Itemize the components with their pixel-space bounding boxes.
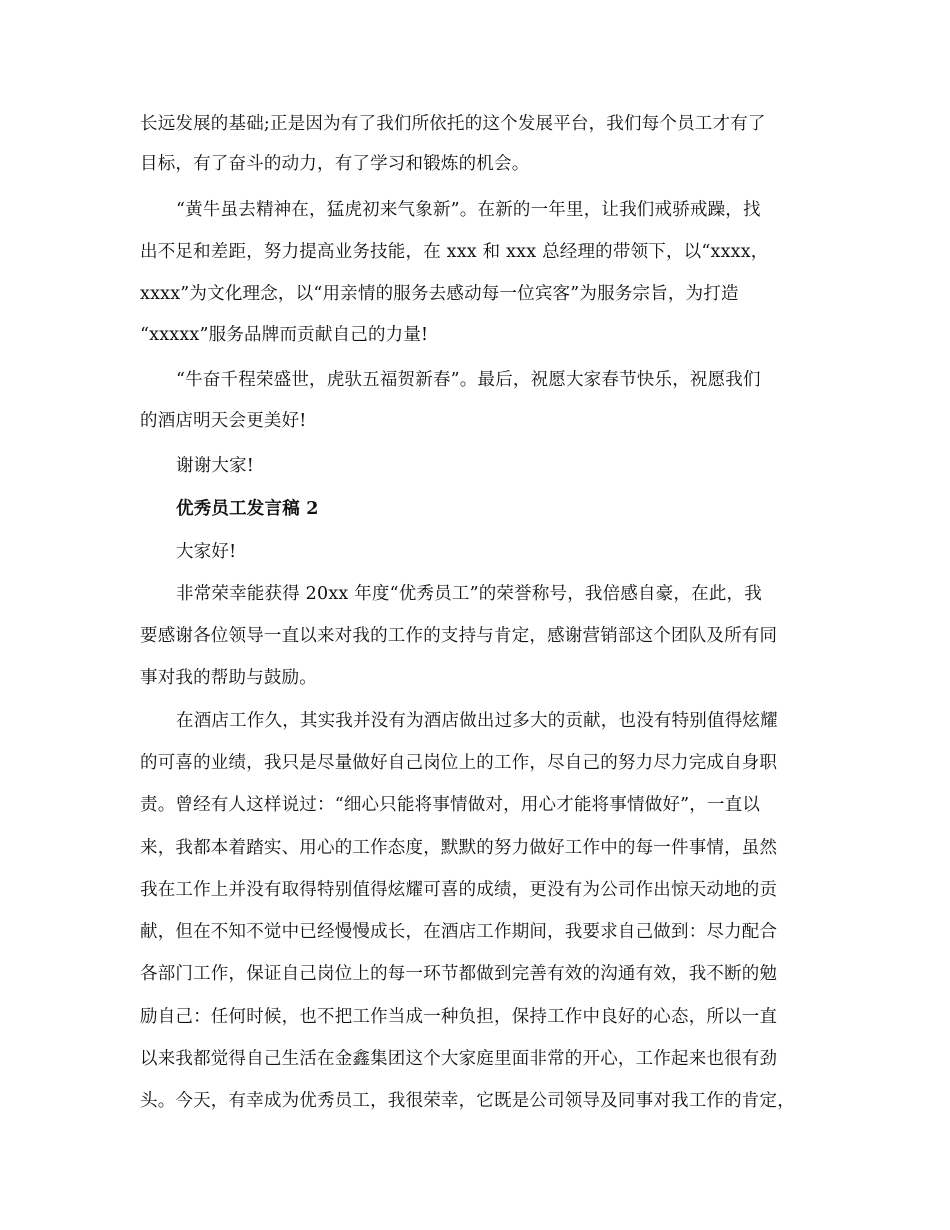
paragraph-line: 我在工作上并没有取得特别值得炫耀可喜的成绩，更没有为公司作出惊天动地的贡 bbox=[140, 880, 778, 900]
greeting-line: 大家好! bbox=[176, 542, 237, 562]
paragraph-line: 的可喜的业绩，我只是尽量做好自己岗位上的工作，尽自己的努力尽力完成自身职 bbox=[140, 753, 778, 773]
paragraph-line: 非常荣幸能获得 20xx 年度“优秀员工”的荣誉称号，我倍感自豪，在此，我 bbox=[176, 584, 762, 604]
paragraph-line: 的酒店明天会更美好! bbox=[140, 411, 307, 431]
paragraph-line: xxxx”为文化理念，以“用亲情的服务去感动每一位宾客”为服务宗旨，为打造 bbox=[140, 284, 739, 304]
paragraph-line: 在酒店工作久，其实我并没有为酒店做出过多大的贡献，也没有特别值得炫耀 bbox=[176, 711, 778, 731]
paragraph-line: 献，但在不知不觉中已经慢慢成长，在酒店工作期间，我要求自己做到：尽力配合 bbox=[140, 922, 778, 942]
paragraph-line: 长远发展的基础;正是因为有了我们所依托的这个发展平台，我们每个员工才有了 bbox=[140, 114, 766, 134]
paragraph-line: 来，我都本着踏实、用心的工作态度，默默的努力做好工作中的每一件事情，虽然 bbox=[140, 838, 778, 858]
closing-line: 谢谢大家! bbox=[176, 456, 255, 476]
paragraph-line: 责。曾经有人这样说过：“细心只能将事情做对，用心才能将事情做好”，一直以 bbox=[140, 795, 761, 815]
paragraph-line: 出不足和差距，努力提高业务技能，在 xxx 和 xxx 总经理的带领下，以“xxxx， bbox=[140, 242, 769, 262]
paragraph-line: “xxxxx”服务品牌而贡献自己的力量! bbox=[140, 325, 429, 345]
paragraph-line: “黄牛虽去精神在，猛虎初来气象新”。在新的一年里，让我们戒骄戒躁，找 bbox=[176, 200, 761, 220]
paragraph-line: 励自己：任何时候，也不把工作当成一种负担，保持工作中良好的心态，所以一直 bbox=[140, 1007, 778, 1027]
section-heading: 优秀员工发言稿 2 bbox=[176, 499, 319, 519]
paragraph-line: 以来我都觉得自己生活在金鑫集团这个大家庭里面非常的开心，工作起来也很有劲 bbox=[140, 1049, 778, 1069]
paragraph-line: 头。今天，有幸成为优秀员工，我很荣幸，它既是公司领导及同事对我工作的肯定， bbox=[140, 1091, 795, 1111]
paragraph-line: 各部门工作，保证自己岗位上的每一环节都做到完善有效的沟通有效，我不断的勉 bbox=[140, 964, 778, 984]
paragraph-line: 目标，有了奋斗的动力，有了学习和锻炼的机会。 bbox=[140, 154, 530, 174]
paragraph-line: 要感谢各位领导一直以来对我的工作的支持与肯定，感谢营销部这个团队及所有同 bbox=[140, 626, 778, 646]
paragraph-line: “牛奋千程荣盛世，虎驮五福贺新春”。最后，祝愿大家春节快乐，祝愿我们 bbox=[176, 370, 761, 390]
paragraph-line: 事对我的帮助与鼓励。 bbox=[140, 668, 317, 688]
